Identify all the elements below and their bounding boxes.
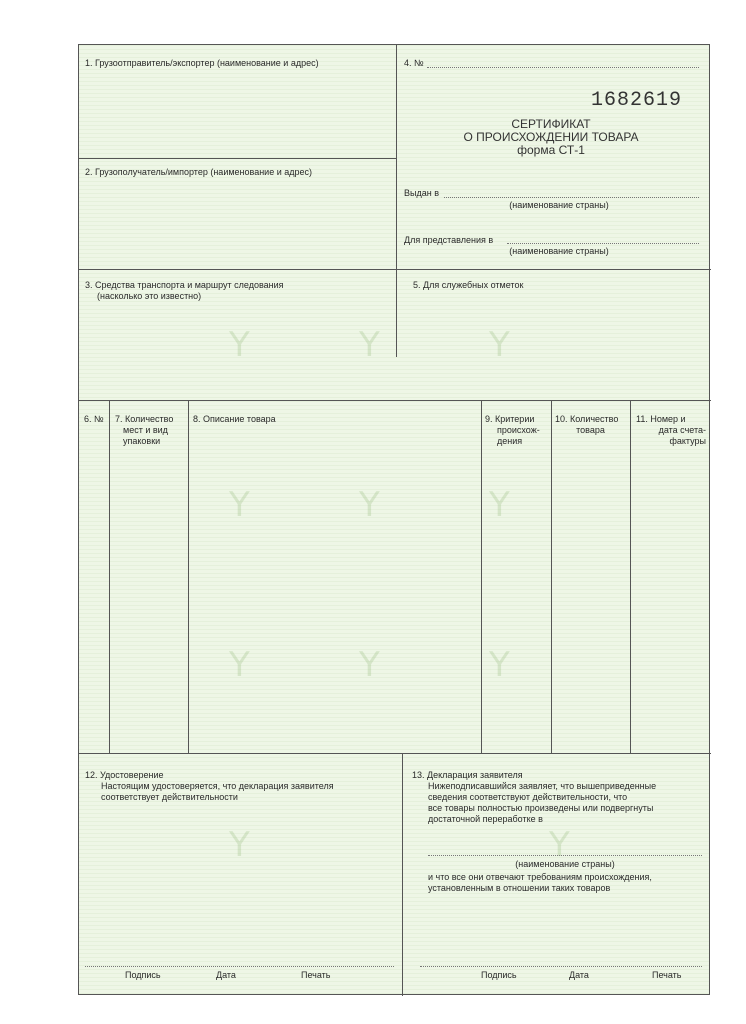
signature-label: Подпись bbox=[125, 970, 161, 980]
field-13-text: и что все они отвечают требованиям происхождения, bbox=[428, 872, 652, 882]
col-6-header: 6. № bbox=[84, 414, 104, 424]
declaration-signature-line[interactable] bbox=[420, 966, 702, 967]
col-8-header: 8. Описание товара bbox=[193, 414, 276, 424]
field-2-label: 2. Грузополучатель/импортер (наименование и адрес) bbox=[85, 167, 312, 177]
presented-in-label: Для представления в bbox=[404, 235, 494, 245]
field-12-text: Настоящим удостоверяется, что декларация заявителя bbox=[101, 781, 334, 791]
presented-country-hint: (наименование страны) bbox=[509, 246, 609, 256]
col-9-header: 9. Критерии bbox=[485, 414, 535, 424]
col-7-header: мест и вид bbox=[123, 425, 168, 435]
field-12-text: соответствует действительности bbox=[101, 792, 238, 802]
field-13-text: Нижеподписавшийся заявляет, что вышеприведенные bbox=[428, 781, 657, 791]
stamp-label: Печать bbox=[652, 970, 682, 980]
watermark-emblem: Y bbox=[489, 485, 510, 525]
divider bbox=[109, 400, 110, 753]
field-3-note: (насколько это известно) bbox=[97, 291, 202, 301]
watermark-emblem: Y bbox=[549, 825, 570, 865]
field-1-label: 1. Грузоотправитель/экспортер (наименование и адрес) bbox=[85, 58, 319, 68]
watermark-emblem: Y bbox=[229, 825, 250, 865]
field-5-label: 5. Для служебных отметок bbox=[413, 280, 524, 290]
watermark-emblem: Y bbox=[489, 325, 510, 365]
field-13-text: установленным в отношении таких товаров bbox=[428, 883, 611, 893]
issued-in-field[interactable] bbox=[444, 197, 699, 198]
watermark-emblem: Y bbox=[229, 485, 250, 525]
stamp-label: Печать bbox=[301, 970, 331, 980]
divider bbox=[79, 753, 711, 754]
presented-in-field[interactable] bbox=[507, 243, 699, 244]
watermark-emblem: Y bbox=[229, 325, 250, 365]
certificate-title: СЕРТИФИКАТ bbox=[511, 117, 591, 131]
field-3-label: 3. Средства транспорта и маршрут следования bbox=[85, 280, 284, 290]
certificate-subtitle: О ПРОИСХОЖДЕНИИ ТОВАРА bbox=[463, 130, 639, 144]
certification-signature-line[interactable] bbox=[85, 966, 394, 967]
declaration-country-hint: (наименование страны) bbox=[515, 859, 615, 869]
certificate-form bbox=[78, 44, 710, 995]
watermark-emblem: Y bbox=[229, 645, 250, 685]
field-13-text: достаточной переработке в bbox=[428, 814, 543, 824]
field-12-label: 12. Удостоверение bbox=[85, 770, 164, 780]
declaration-country-field[interactable] bbox=[428, 855, 702, 856]
col-11-header: дата счета- bbox=[658, 425, 706, 435]
divider bbox=[79, 158, 396, 159]
certificate-form-name: форма СТ-1 bbox=[517, 143, 585, 157]
watermark-emblem: Y bbox=[359, 485, 380, 525]
col-11-header: 11. Номер и bbox=[636, 414, 686, 424]
divider bbox=[396, 45, 397, 357]
issued-in-label: Выдан в bbox=[404, 188, 439, 198]
number-line bbox=[427, 67, 699, 68]
field-4-label: 4. № bbox=[404, 58, 424, 68]
col-9-header: дения bbox=[497, 436, 523, 446]
field-13-label: 13. Декларация заявителя bbox=[412, 770, 523, 780]
field-13-text: сведения соответствуют действительности, что bbox=[428, 792, 628, 802]
divider bbox=[79, 400, 711, 401]
divider bbox=[402, 753, 403, 996]
col-10-header: 10. Количество bbox=[555, 414, 619, 424]
divider bbox=[481, 400, 482, 753]
divider bbox=[551, 400, 552, 753]
date-label: Дата bbox=[216, 970, 236, 980]
col-10-header: товара bbox=[576, 425, 605, 435]
watermark-emblem: Y bbox=[359, 645, 380, 685]
issued-country-hint: (наименование страны) bbox=[509, 200, 609, 210]
divider bbox=[188, 400, 189, 753]
divider bbox=[630, 400, 631, 753]
divider bbox=[79, 269, 711, 270]
field-13-text: все товары полностью произведены или подвергнуты bbox=[428, 803, 654, 813]
serial-number: 1682619 bbox=[591, 89, 683, 112]
watermark-emblem: Y bbox=[359, 325, 380, 365]
col-7-header: упаковки bbox=[123, 436, 161, 446]
col-7-header: 7. Количество bbox=[115, 414, 174, 424]
col-11-header: фактуры bbox=[669, 436, 706, 446]
signature-label: Подпись bbox=[481, 970, 517, 980]
col-9-header: происхож- bbox=[497, 425, 540, 435]
date-label: Дата bbox=[569, 970, 589, 980]
watermark-emblem: Y bbox=[489, 645, 510, 685]
